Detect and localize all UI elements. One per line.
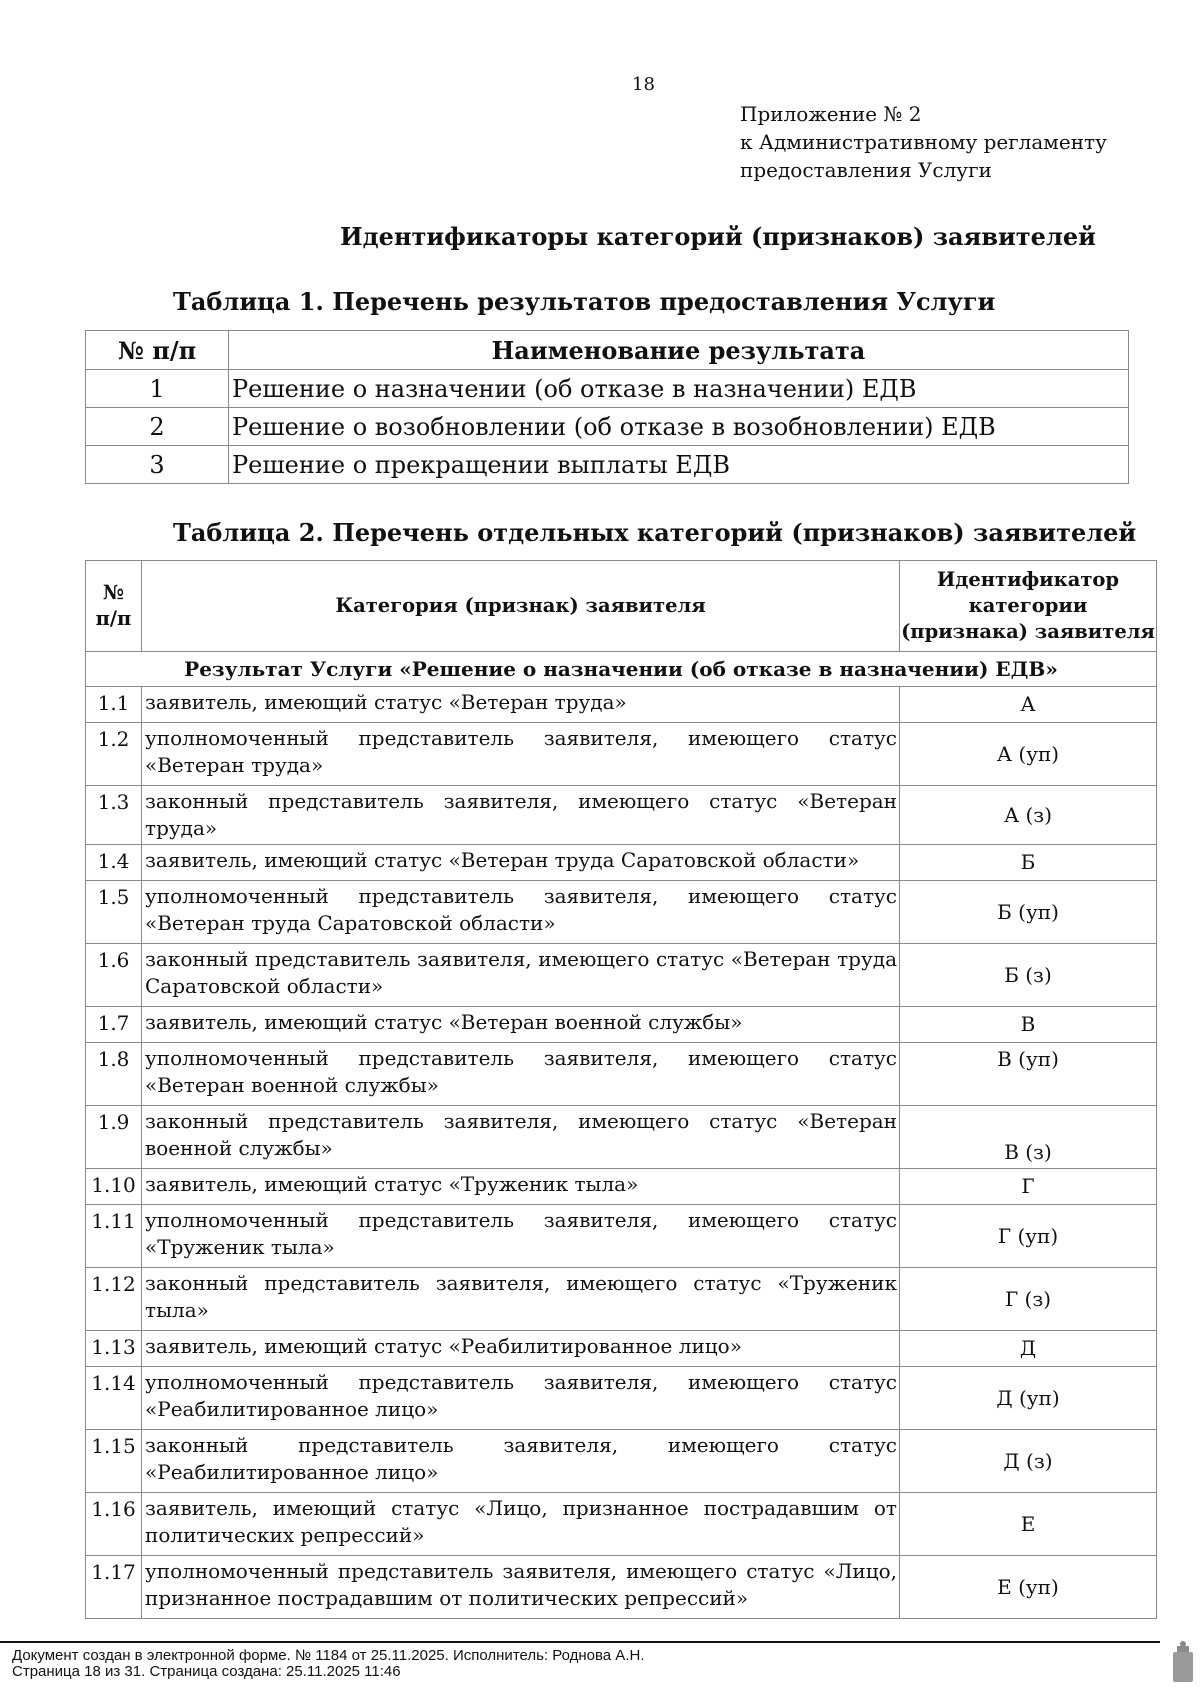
- table-header-row: [86, 331, 1129, 370]
- category-identifier: Е (уп): [900, 1556, 1157, 1619]
- table-header-row: [86, 561, 1157, 652]
- row-number: 1.5: [86, 881, 142, 944]
- category-identifier: Д (з): [900, 1430, 1157, 1493]
- category-identifier: А: [900, 687, 1157, 723]
- appendix-note: [740, 100, 1107, 184]
- category-text: уполномоченный представитель заявителя, имеющего статус «Лицо, признанное пострадавшим от политических репрессий»: [142, 1556, 900, 1619]
- table2-caption: Таблица 2. Перечень отдельных категорий (признаков) заявителей: [173, 518, 1137, 547]
- table-row: [86, 1556, 1157, 1619]
- category-text: заявитель, имеющий статус «Ветеран труда»: [142, 687, 900, 723]
- category-identifier: Б (з): [900, 944, 1157, 1007]
- category-text: законный представитель заявителя, имеющего статус «Ветеран труда»: [142, 786, 900, 845]
- category-text: заявитель, имеющий статус «Труженик тыла»: [142, 1169, 900, 1205]
- result-name: Решение о прекращении выплаты ЕДВ: [229, 446, 1129, 484]
- table-row: [86, 1169, 1157, 1205]
- table-row: [86, 1331, 1157, 1367]
- category-text: уполномоченный представитель заявителя, имеющего статус «Ветеран труда Саратовской области»: [142, 881, 900, 944]
- row-number: 1.12: [86, 1268, 142, 1331]
- row-number: 1.14: [86, 1367, 142, 1430]
- category-text: заявитель, имеющий статус «Реабилитированное лицо»: [142, 1331, 900, 1367]
- row-number: 1.11: [86, 1205, 142, 1268]
- table-row: [86, 1493, 1157, 1556]
- row-number: 2: [86, 408, 229, 446]
- section-title: Результат Услуги «Решение о назначении (об отказе в назначении) ЕДВ»: [86, 652, 1157, 687]
- page-number: 18: [632, 74, 655, 95]
- header-line: Идентификатор: [936, 568, 1120, 591]
- category-identifier: В (з): [900, 1106, 1157, 1169]
- table-row: [86, 1043, 1157, 1106]
- row-number: 1.13: [86, 1331, 142, 1367]
- category-text: заявитель, имеющий статус «Ветеран военной службы»: [142, 1007, 900, 1043]
- category-text: уполномоченный представитель заявителя, имеющего статус «Труженик тыла»: [142, 1205, 900, 1268]
- table-row: [86, 687, 1157, 723]
- result-name: Решение о возобновлении (об отказе в возобновлении) ЕДВ: [229, 408, 1129, 446]
- result-name: Решение о назначении (об отказе в назначении) ЕДВ: [229, 370, 1129, 408]
- column-header-number: [86, 561, 142, 652]
- row-number: 1.6: [86, 944, 142, 1007]
- section-row: [86, 652, 1157, 687]
- category-text: законный представитель заявителя, имеющего статус «Ветеран труда Саратовской области»: [142, 944, 900, 1007]
- footer-line: Страница 18 из 31. Страница создана: 25.11.2025 11:46: [12, 1663, 401, 1680]
- category-identifier: А (з): [900, 786, 1157, 845]
- column-header: № п/п: [86, 331, 229, 370]
- table-row: [86, 1367, 1157, 1430]
- header-line: №: [102, 581, 125, 604]
- table-row: [86, 446, 1129, 484]
- header-line: категории: [968, 594, 1088, 617]
- category-text: законный представитель заявителя, имеющего статус «Реабилитированное лицо»: [142, 1430, 900, 1493]
- column-header: Наименование результата: [229, 331, 1129, 370]
- category-identifier: Б: [900, 845, 1157, 881]
- category-identifier: Г (уп): [900, 1205, 1157, 1268]
- category-identifier: В (уп): [900, 1043, 1157, 1106]
- column-header-category: Категория (признак) заявителя: [142, 561, 900, 652]
- category-text: уполномоченный представитель заявителя, имеющего статус «Ветеран военной службы»: [142, 1043, 900, 1106]
- categories-table: [85, 560, 1157, 1619]
- category-identifier: А (уп): [900, 723, 1157, 786]
- table-row: [86, 1007, 1157, 1043]
- appendix-line: предоставления Услуги: [740, 158, 992, 182]
- category-identifier: Г: [900, 1169, 1157, 1205]
- category-text: уполномоченный представитель заявителя, имеющего статус «Ветеран труда»: [142, 723, 900, 786]
- row-number: 1.1: [86, 687, 142, 723]
- row-number: 1.17: [86, 1556, 142, 1619]
- category-identifier: Е: [900, 1493, 1157, 1556]
- row-number: 3: [86, 446, 229, 484]
- row-number: 1.8: [86, 1043, 142, 1106]
- table-row: [86, 845, 1157, 881]
- row-number: 1.7: [86, 1007, 142, 1043]
- row-number: 1.16: [86, 1493, 142, 1556]
- table-row: [86, 1268, 1157, 1331]
- category-identifier: Д: [900, 1331, 1157, 1367]
- appendix-line: Приложение № 2: [740, 102, 922, 126]
- category-text: заявитель, имеющий статус «Лицо, признанное пострадавшим от политических репрессий»: [142, 1493, 900, 1556]
- category-identifier: Б (уп): [900, 881, 1157, 944]
- category-identifier: В: [900, 1007, 1157, 1043]
- emblem-icon: [1170, 1640, 1196, 1684]
- row-number: 1.9: [86, 1106, 142, 1169]
- category-text: законный представитель заявителя, имеющего статус «Ветеран военной службы»: [142, 1106, 900, 1169]
- column-header-identifier: [900, 561, 1157, 652]
- table1-caption: Таблица 1. Перечень результатов предоставления Услуги: [173, 287, 996, 316]
- category-text: уполномоченный представитель заявителя, имеющего статус «Реабилитированное лицо»: [142, 1367, 900, 1430]
- footer-line: Документ создан в электронной форме. № 1184 от 25.11.2025. Исполнитель: Роднова А.Н.: [12, 1647, 645, 1664]
- footer-divider: [0, 1641, 1160, 1643]
- table-row: [86, 723, 1157, 786]
- row-number: 1.2: [86, 723, 142, 786]
- header-line: (признака) заявителя: [901, 620, 1155, 643]
- category-text: заявитель, имеющий статус «Ветеран труда Саратовской области»: [142, 845, 900, 881]
- row-number: 1.10: [86, 1169, 142, 1205]
- table-row: [86, 1205, 1157, 1268]
- row-number: 1.4: [86, 845, 142, 881]
- table-row: [86, 786, 1157, 845]
- table-body: [86, 687, 1157, 1619]
- category-identifier: Д (уп): [900, 1367, 1157, 1430]
- table-row: [86, 370, 1129, 408]
- results-table: [85, 330, 1129, 484]
- table-row: [86, 881, 1157, 944]
- table-row: [86, 408, 1129, 446]
- appendix-line: к Административному регламенту: [740, 130, 1107, 154]
- row-number: 1: [86, 370, 229, 408]
- table-row: [86, 1106, 1157, 1169]
- table-row: [86, 1430, 1157, 1493]
- row-number: 1.3: [86, 786, 142, 845]
- footer: [12, 1648, 644, 1680]
- row-number: 1.15: [86, 1430, 142, 1493]
- category-text: законный представитель заявителя, имеющего статус «Труженик тыла»: [142, 1268, 900, 1331]
- header-line: п/п: [95, 607, 132, 630]
- table-row: [86, 944, 1157, 1007]
- category-identifier: Г (з): [900, 1268, 1157, 1331]
- document-title: Идентификаторы категорий (признаков) заявителей: [340, 222, 1096, 251]
